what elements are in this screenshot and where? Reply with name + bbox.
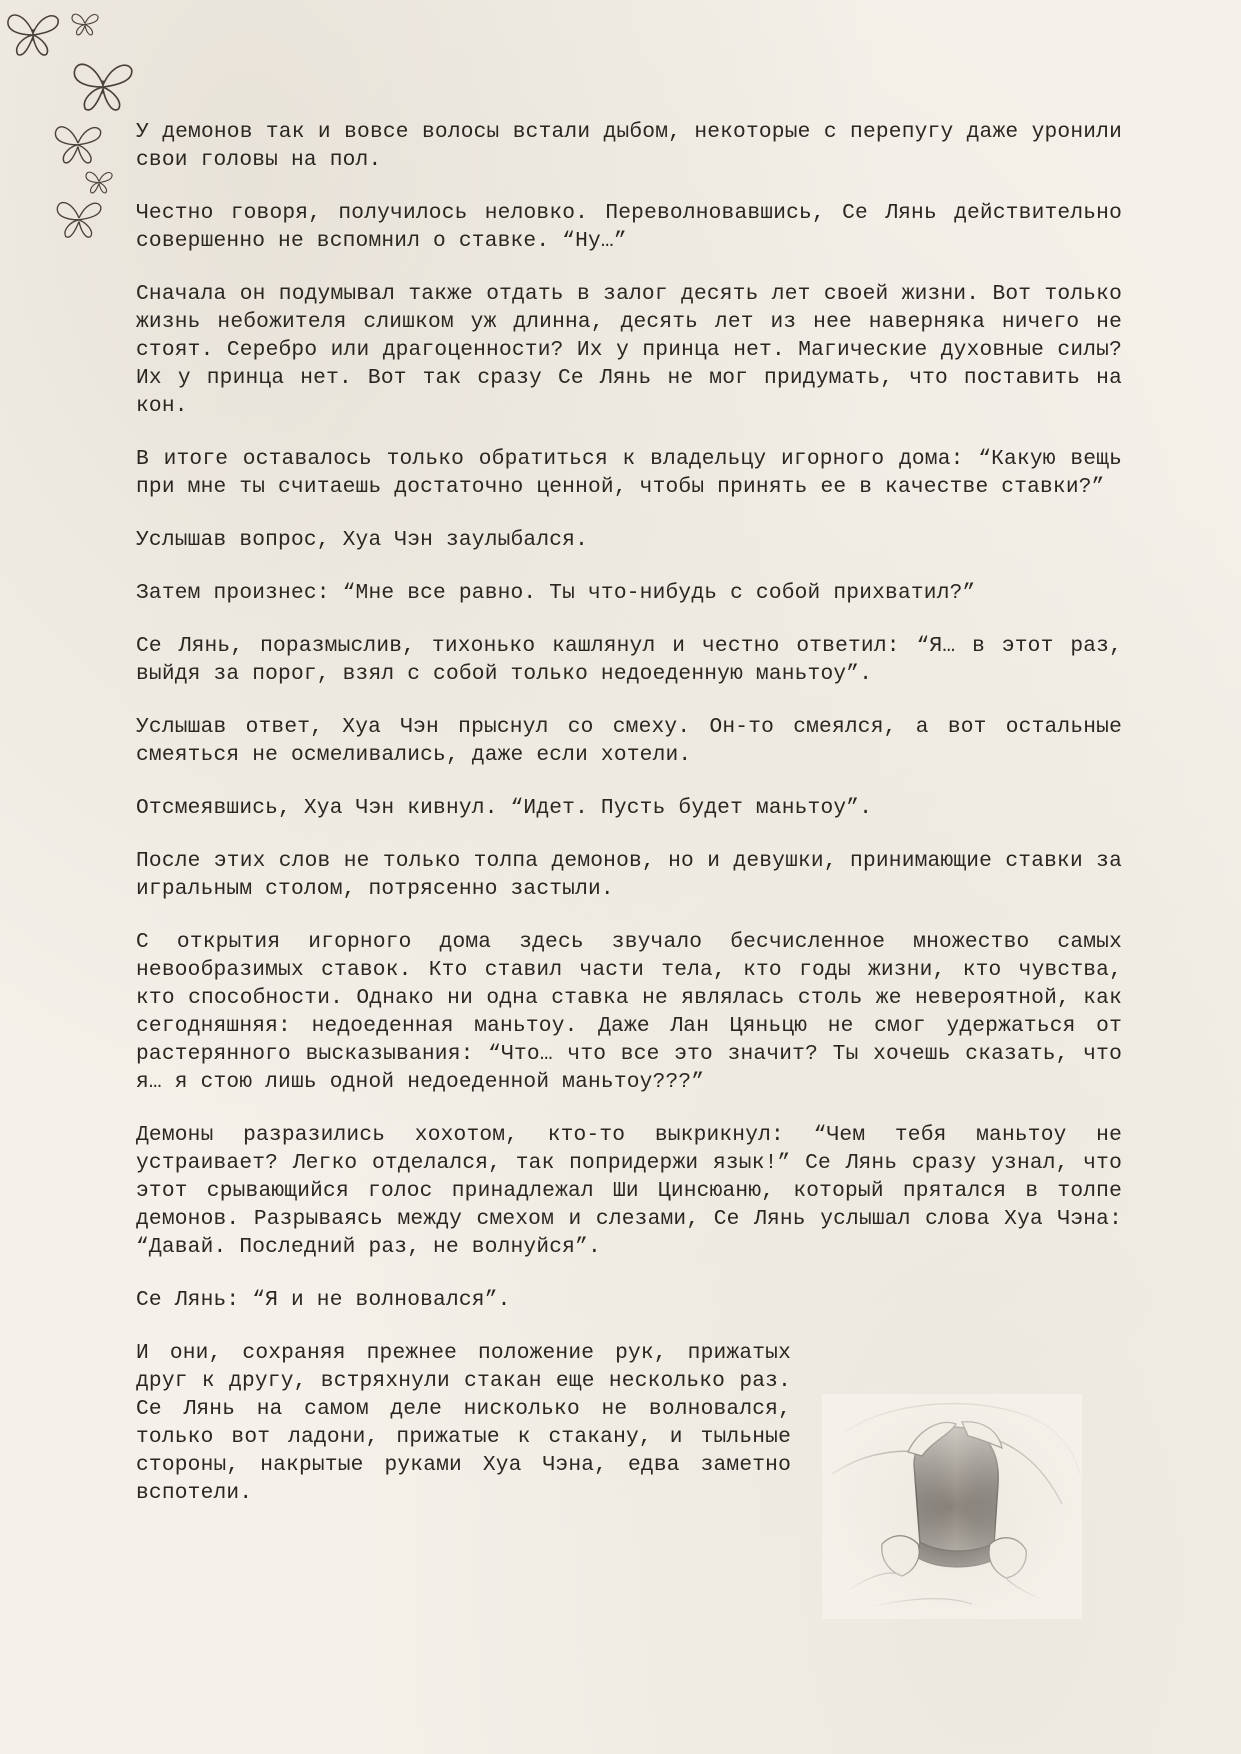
paragraph: После этих слов не только толпа демонов, но и девушки, принимающие ставки за игральным столом, потрясенно застыли. <box>136 849 1122 901</box>
paragraph: Се Лянь: “Я и не волновался”. <box>136 1288 511 1312</box>
paragraph: С открытия игорного дома здесь звучало бесчисленное множество самых невообразимых ставок. Кто ставил части тела, кто годы жизни, кто чувства, кто способности. Однако ни одна ставка не являлась столь же невероятной, как сегодняшняя: недоеденная маньтоу. Даже Лан Цяньцю не смог удержаться от растерянного высказывания: “Что… что все это значит? Ты хочешь сказать, что я… я стою лишь одной недоеденной маньтоу???” <box>136 930 1122 1094</box>
paragraph: У демонов так и вовсе волосы встали дыбом, некоторые с перепугу даже уронили свои головы на пол. <box>136 120 1122 172</box>
paragraph: Отсмеявшись, Хуа Чэн кивнул. “Идет. Пусть будет маньтоу”. <box>136 796 873 820</box>
paragraph: Честно говоря, получилось неловко. Переволновавшись, Се Лянь действительно совершенно не вспомнил о ставке. “Ну…” <box>136 201 1122 253</box>
paragraph: Услышав вопрос, Хуа Чэн заулыбался. <box>136 528 589 552</box>
paragraph: Услышав ответ, Хуа Чэн прыснул со смеху. Он-то смеялся, а вот остальные смеяться не осмеливались, даже если хотели. <box>136 715 1122 767</box>
paragraph: Се Лянь, поразмыслив, тихонько кашлянул и честно ответил: “Я… в этот раз, выйдя за порог, взял с собой только недоеденную маньтоу”. <box>136 634 1122 686</box>
paragraph: Сначала он подумывал также отдать в залог десять лет своей жизни. Вот только жизнь небожителя слишком уж длинна, десять лет из нее наверняка ничего не стоят. Серебро или драгоценности? Их у принца нет. Магические духовные силы? Их у принца нет. Вот так сразу Се Лянь не мог придумать, что поставить на кон. <box>136 282 1122 418</box>
butterfly-icon <box>4 8 62 60</box>
paragraph: Затем произнес: “Мне все равно. Ты что-нибудь с собой прихватил?” <box>136 581 976 605</box>
butterfly-icon <box>54 196 104 242</box>
paragraph: И они, сохраняя прежнее положение рук, прижатых друг к другу, встряхнули стакан еще несколько раз. Се Лянь на самом деле нисколько не волновался, только вот ладони, прижатые к стакану, и тыльные стороны, накрытые руками Хуа Чэна, едва заметно вспотели. <box>136 1341 791 1505</box>
butterfly-icon <box>70 56 136 116</box>
butterflies-decoration <box>0 0 150 260</box>
hands-holding-dice-cup-illustration <box>822 1394 1082 1619</box>
butterfly-icon <box>52 120 104 168</box>
butterfly-icon <box>70 10 100 38</box>
butterfly-icon <box>84 168 114 196</box>
paragraph: Демоны разразились хохотом, кто-то выкрикнул: “Чем тебя маньтоу не устраивает? Легко отделался, так попридержи язык!” Се Лянь сразу узнал, что этот срывающийся голос принадлежал Ши Цинсюаню, который прятался в толпе демонов. Разрываясь между смехом и слезами, Се Лянь услышал слова Хуа Чэна: “Давай. Последний раз, не волнуйся”. <box>136 1123 1122 1259</box>
text-column <box>136 118 1122 1532</box>
paragraph: В итоге оставалось только обратиться к владельцу игорного дома: “Какую вещь при мне ты считаешь достаточно ценной, чтобы принять ее в качестве ставки?” <box>136 447 1122 499</box>
